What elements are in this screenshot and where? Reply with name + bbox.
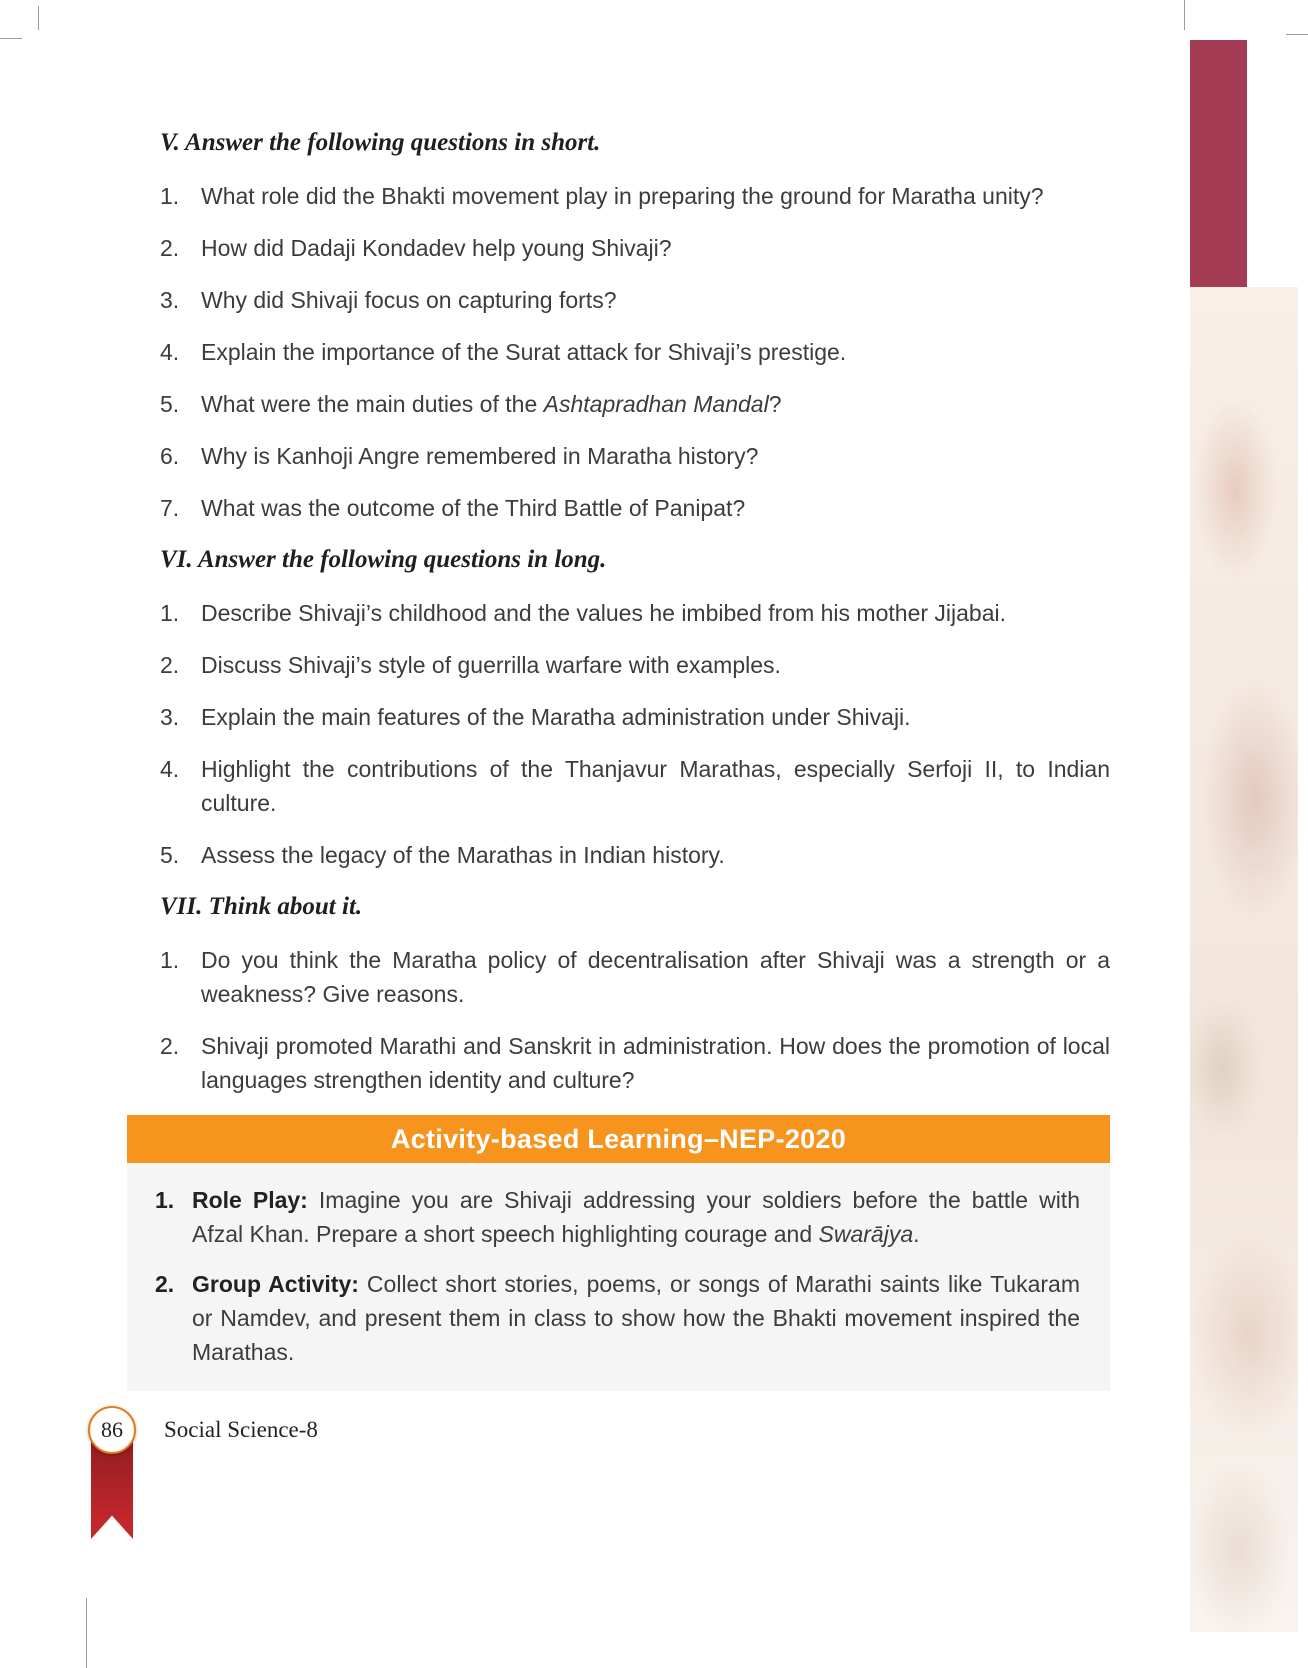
question-text: [201, 387, 1110, 421]
crop-mark: [38, 6, 39, 30]
crop-mark: [86, 1598, 87, 1668]
page-number-badge: [88, 1406, 136, 1454]
question-number: 2.: [160, 652, 180, 678]
question-item: [160, 1029, 1110, 1097]
activity-item: [155, 1183, 1080, 1251]
question-number: 6.: [160, 443, 180, 469]
question-text: Discuss Shivaji’s style of guerrilla warfare with examples.: [201, 652, 781, 678]
question-text: What role did the Bhakti movement play in preparing the ground for Maratha unity?: [201, 183, 1044, 209]
question-text: Highlight the contributions of the Thanjavur Marathas, especially Serfoji II, to Indian culture.: [201, 756, 1110, 816]
activity-item: [155, 1267, 1080, 1369]
question-number: 5.: [160, 842, 180, 868]
question-item: [160, 335, 1110, 369]
activity-text: [192, 1183, 1080, 1251]
question-number: 7.: [160, 495, 180, 521]
question-item: [160, 231, 1110, 265]
crop-mark: [1286, 34, 1308, 35]
question-number: 1.: [160, 183, 180, 209]
question-text: Shivaji promoted Marathi and Sanskrit in administration. How does the promotion of local languages strengthen identity and culture?: [201, 1033, 1110, 1093]
question-text: Do you think the Maratha policy of decentralisation after Shivaji was a strength or a weakness? Give reasons.: [201, 947, 1110, 1007]
section-heading-vii: VII. Think about it.: [160, 893, 363, 920]
activity-number: 2.: [155, 1271, 175, 1297]
question-text: What was the outcome of the Third Battle of Panipat?: [201, 495, 746, 521]
activity-banner: [127, 1115, 1110, 1163]
question-item: [160, 596, 1110, 630]
question-item: [160, 752, 1110, 820]
question-number: 3.: [160, 287, 180, 313]
crop-mark: [0, 38, 22, 39]
activity-text-part: Collect short stories, poems, or songs of Marathi saints like Tukaram or Namdev, and present them in class to show how the Bhakti movement inspired the Marathas.: [192, 1271, 1080, 1365]
question-item: [160, 700, 1110, 734]
question-text-part: ?: [768, 391, 782, 417]
question-item: [160, 387, 1110, 421]
question-item: [160, 648, 1110, 682]
section-heading-vi: VI. Answer the following questions in long.: [160, 546, 607, 573]
question-text-italic: Ashtapradhan Mandal: [543, 391, 769, 417]
question-item: [160, 283, 1110, 317]
activity-text-part: Imagine you are Shivaji addressing your soldiers before the battle with Afzal Khan. Prepare a short speech highlighting courage and: [192, 1187, 1080, 1247]
question-number: 2.: [160, 1033, 180, 1059]
question-item: [160, 439, 1110, 473]
question-number: 3.: [160, 704, 180, 730]
activity-label: Role Play:: [192, 1187, 308, 1213]
question-text-part: What were the main duties of the: [201, 391, 544, 417]
question-number: 2.: [160, 235, 180, 261]
question-number: 1.: [160, 947, 180, 973]
activity-label: Group Activity:: [192, 1271, 359, 1297]
question-number: 5.: [160, 391, 180, 417]
page-number: 86: [101, 1417, 123, 1442]
section-heading-v: V. Answer the following questions in short.: [160, 129, 601, 156]
activity-number: 1.: [155, 1187, 175, 1213]
question-text: How did Dadaji Kondadev help young Shivaji?: [201, 235, 672, 261]
question-number: 4.: [160, 339, 180, 365]
page-footer: [88, 1405, 1308, 1455]
question-text: Why is Kanhoji Angre remembered in Maratha history?: [201, 443, 759, 469]
activity-text: [192, 1267, 1080, 1369]
question-item: [160, 838, 1110, 872]
question-text: Describe Shivaji’s childhood and the values he imbibed from his mother Jijabai.: [201, 600, 1006, 626]
question-item: [160, 179, 1110, 213]
activity-text-part: .: [913, 1221, 920, 1247]
question-text: Why did Shivaji focus on capturing forts?: [201, 287, 617, 313]
question-number: 4.: [160, 756, 180, 782]
question-text: Assess the legacy of the Marathas in Indian history.: [201, 842, 725, 868]
question-number: 1.: [160, 600, 180, 626]
activity-text-italic: Swarājya: [818, 1221, 914, 1247]
maroon-accent-block: [1190, 40, 1247, 287]
activity-banner-title: Activity-based Learning–NEP-2020: [390, 1123, 847, 1154]
question-item: [160, 943, 1110, 1011]
crop-mark: [1184, 0, 1185, 30]
book-title: Social Science-8: [164, 1417, 318, 1442]
question-text: Explain the main features of the Maratha administration under Shivaji.: [201, 704, 911, 730]
question-text: Explain the importance of the Surat attack for Shivaji’s prestige.: [201, 339, 847, 365]
question-item: [160, 491, 1110, 525]
activity-box: [127, 1163, 1110, 1391]
